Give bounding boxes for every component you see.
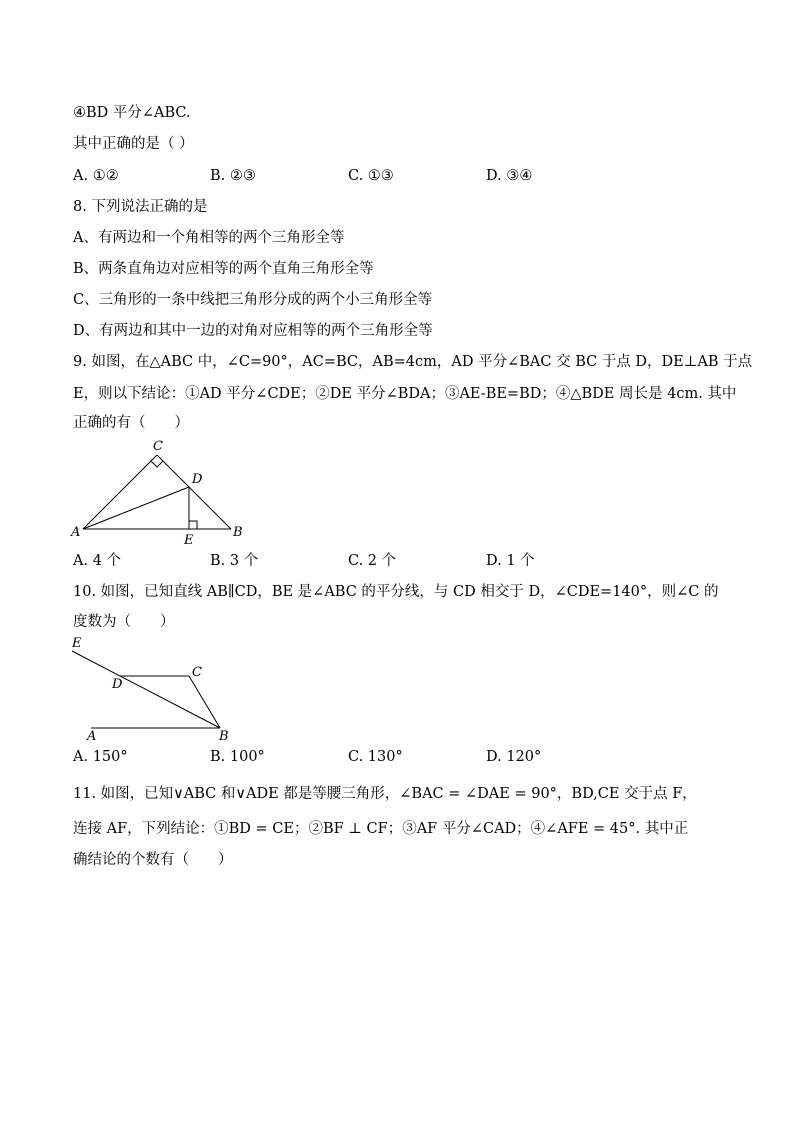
label-d: D — [112, 677, 123, 692]
label-c: C — [192, 665, 202, 680]
segment-cb — [157, 455, 231, 529]
q8-stem: 8. 下列说法正确的是 — [73, 199, 208, 215]
q10-parallel-lines-figure — [66, 632, 246, 746]
q9-stem-line-3: 正确的有（ ） — [73, 415, 189, 431]
q9-option-d: D. 1 个 — [486, 553, 535, 569]
q11-stem-line-1: 11. 如图，已知∨ABC 和∨ADE 都是等腰三角形，∠BAC = ∠DAE = 90°，BD,CE 交于点 F， — [73, 786, 697, 802]
segment-ad — [83, 487, 189, 529]
label-c: C — [153, 439, 163, 454]
q7-prompt: 其中正确的是（ ） — [73, 136, 194, 152]
q7-statement-4: ④BD 平分∠ABC. — [73, 105, 191, 121]
q7-option-c: C. ①③ — [348, 168, 394, 184]
right-angle-mark-c — [151, 461, 163, 467]
q8-option-a: A、有两边和一个角相等的两个三角形全等 — [73, 230, 345, 246]
q11-stem-line-2: 连接 AF，下列结论：①BD = CE；②BF ⊥ CF；③AF 平分∠CAD；④∠AFE = 45°. 其中正 — [73, 821, 689, 837]
q8-option-d: D、有两边和其中一边的对角对应相等的两个三角形全等 — [73, 323, 433, 339]
label-e: E — [72, 636, 82, 651]
label-e: E — [184, 533, 194, 548]
right-angle-mark-e — [189, 521, 197, 529]
q11-stem-line-3: 确结论的个数有（ ） — [73, 852, 233, 868]
q9-triangle-figure — [66, 434, 256, 550]
line-eb — [72, 651, 220, 728]
label-a: A — [71, 525, 81, 540]
q10-option-a: A. 150° — [73, 749, 128, 765]
segment-ac — [83, 455, 157, 529]
q8-option-b: B、两条直角边对应相等的两个直角三角形全等 — [73, 261, 374, 277]
q10-stem-line-1: 10. 如图，已知直线 AB∥CD，BE 是∠ABC 的平分线，与 CD 相交于 D，∠CDE=140°，则∠C 的 — [73, 584, 719, 600]
q10-option-c: C. 130° — [348, 749, 403, 765]
q9-stem-line-2: E，则以下结论：①AD 平分∠CDE；②DE 平分∠BDA；③AE-BE=BD；④△BDE 周长是 4cm. 其中 — [73, 386, 737, 402]
label-b: B — [219, 729, 229, 744]
q7-option-a: A. ①② — [73, 168, 119, 184]
label-a: A — [87, 729, 97, 744]
q9-option-c: C. 2 个 — [348, 553, 397, 569]
q7-option-b: B. ②③ — [210, 168, 256, 184]
q7-option-d: D. ③④ — [486, 168, 533, 184]
q10-stem-line-2: 度数为（ ） — [73, 614, 175, 630]
label-d: D — [192, 472, 203, 487]
q9-stem-line-1: 9. 如图，在△ABC 中，∠C=90°，AC=BC，AB=4cm，AD 平分∠BAC 交 BC 于点 D，DE⊥AB 于点 — [73, 354, 753, 370]
q9-option-a: A. 4 个 — [73, 553, 122, 569]
q9-option-b: B. 3 个 — [210, 553, 259, 569]
q10-option-d: D. 120° — [486, 749, 542, 765]
label-b: B — [233, 525, 243, 540]
q8-option-c: C、三角形的一条中线把三角形分成的两个小三角形全等 — [73, 292, 433, 308]
q10-option-b: B. 100° — [210, 749, 265, 765]
